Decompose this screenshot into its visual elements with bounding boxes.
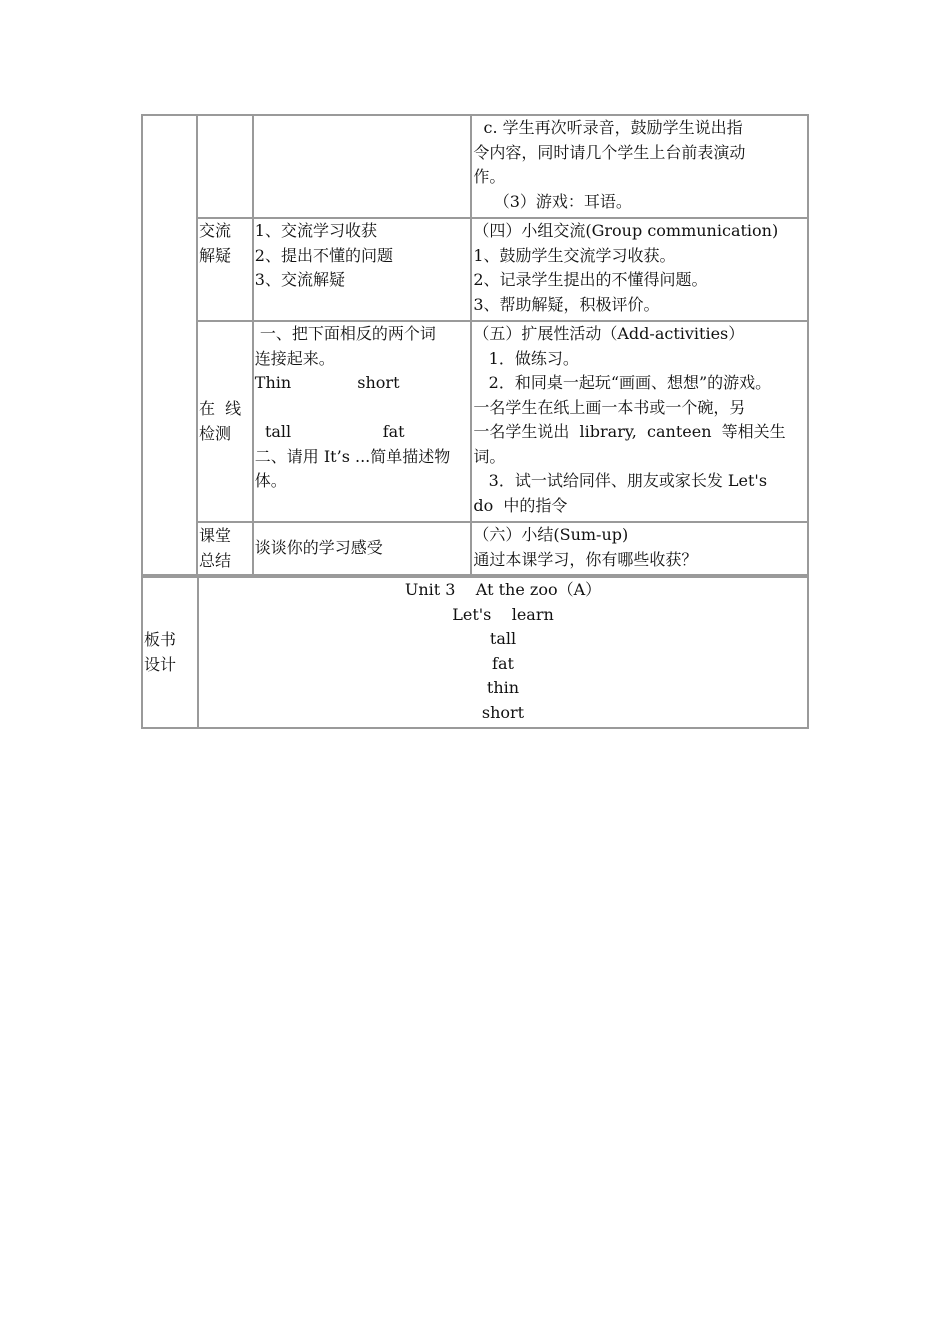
teacher-line: （五）扩展性活动（Add-activities）: [473, 324, 745, 343]
student-line: 体。: [254, 471, 287, 490]
student-line: 连接起来。: [254, 348, 335, 368]
row4-student-cell: [253, 522, 472, 575]
student-line: tall fat: [254, 422, 405, 441]
row-label: 课堂: [198, 526, 231, 545]
board-label-cell: [142, 577, 198, 728]
teacher-line: （3）游戏：耳语。: [473, 191, 632, 211]
row-label: 解疑: [198, 245, 231, 265]
row2-label-cell: [197, 218, 253, 321]
teacher-line: 3．试一试给同伴、朋友或家长发 Let's: [473, 471, 768, 490]
row1-student-cell: [253, 115, 472, 218]
row2-student-cell: [253, 218, 472, 321]
row4-teacher-cell: [471, 522, 808, 575]
row1-label-cell: [197, 115, 253, 218]
board-content-cell: [198, 577, 808, 728]
row3-student-cell: [253, 321, 472, 522]
board-line: short: [481, 702, 525, 722]
student-line: 3、交流解疑: [254, 270, 345, 289]
teacher-line: 2．和同桌一起玩“画画、想想”的游戏。: [473, 373, 772, 392]
student-line: 谈谈你的学习感受: [254, 538, 383, 558]
teacher-line: 一名学生在纸上画一本书或一个碗，另: [473, 397, 746, 417]
teacher-line: （六）小结(Sum-up): [473, 525, 629, 544]
student-line: 1、交流学习收获: [254, 221, 377, 240]
row-label: 设计: [144, 654, 177, 674]
row3-label-cell: [197, 321, 253, 522]
student-line: 一、把下面相反的两个词: [254, 324, 436, 343]
teacher-line: 1、鼓励学生交流学习收获。: [473, 245, 676, 265]
row4-label-cell: [197, 522, 253, 575]
board-design-table: [141, 576, 809, 729]
teacher-line: 1．做练习。: [473, 348, 579, 368]
board-line: thin: [486, 678, 520, 697]
student-line: Thin short: [254, 373, 400, 392]
teacher-line: 2、记录学生提出的不懂得问题。: [473, 270, 708, 289]
row-label: 总结: [198, 550, 231, 570]
row-label: 检测: [198, 423, 231, 443]
teacher-line: 作。: [473, 167, 506, 186]
board-line: fat: [492, 653, 514, 673]
row3-teacher-cell: [471, 321, 808, 522]
lesson-plan-table: [141, 114, 809, 576]
board-line: Let's learn: [452, 604, 554, 624]
section-label-cell: [142, 115, 197, 575]
board-line: tall: [489, 629, 517, 648]
teacher-line: 词。: [473, 446, 506, 466]
blank-line: [255, 396, 470, 421]
student-line: 2、提出不懂的问题: [254, 245, 393, 265]
row-label: 板书: [144, 630, 177, 649]
teacher-line: 通过本课学习，你有哪些收获？: [473, 549, 698, 569]
teacher-line: c. 学生再次听录音，鼓励学生说出指: [473, 118, 743, 137]
board-line: Unit 3 At the zoo（A）: [404, 580, 602, 599]
row-label: 在 线: [198, 399, 242, 418]
teacher-line: 一名学生说出 library, canteen 等相关生: [473, 422, 786, 441]
teacher-line: 3、帮助解疑，积极评价。: [473, 294, 660, 314]
teacher-line: 令内容，同时请几个学生上台前表演动: [473, 142, 746, 162]
teacher-line: do 中的指令: [473, 495, 568, 515]
row2-teacher-cell: [471, 218, 808, 321]
student-line: 二、请用 It’s ...简单描述物: [254, 446, 451, 466]
row1-teacher-cell: [471, 115, 808, 218]
teacher-line: （四）小组交流(Group communication): [473, 221, 779, 240]
row-label: 交流: [198, 221, 231, 240]
